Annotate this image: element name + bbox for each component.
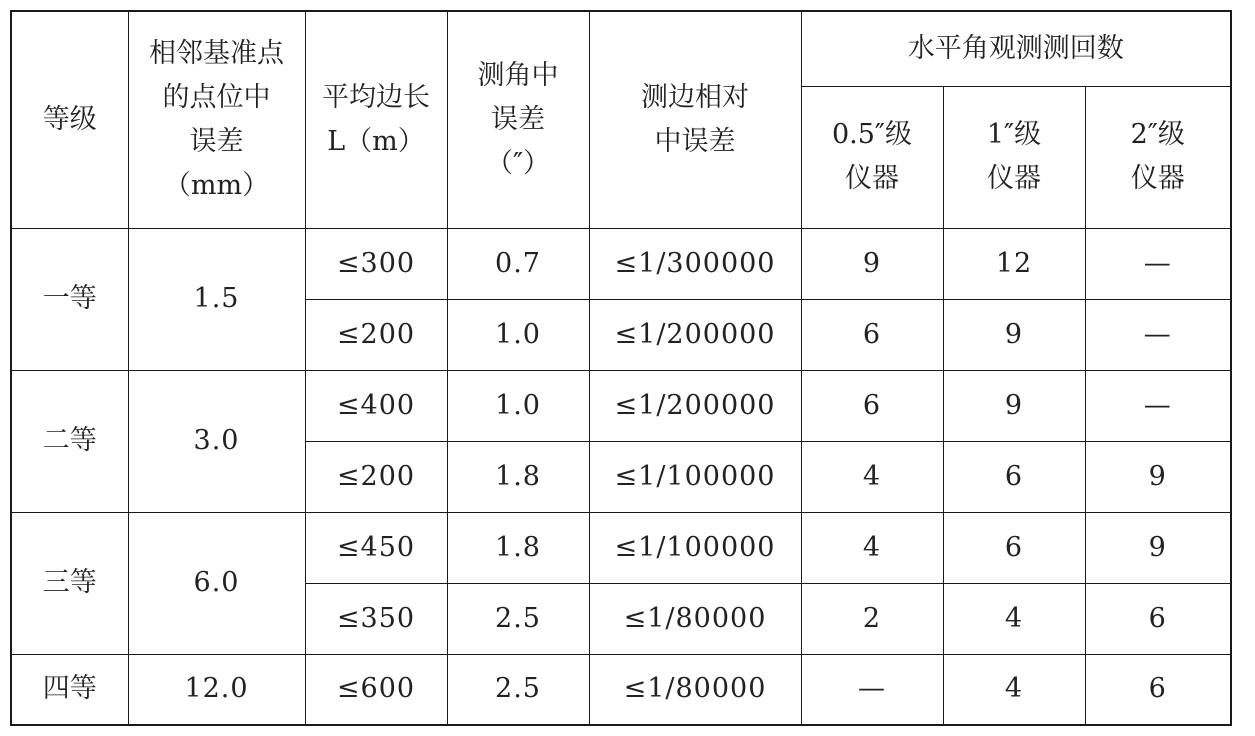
rounds-05-cell: 6 <box>801 299 943 370</box>
point-error-cell: 12.0 <box>128 654 305 725</box>
rounds-05-cell: 9 <box>801 228 943 299</box>
rounds-1-cell: 12 <box>943 228 1085 299</box>
side-rel-error-cell: ≤1/200000 <box>589 370 801 441</box>
avg-side-cell: ≤300 <box>305 228 447 299</box>
survey-accuracy-table <box>10 10 1232 726</box>
side-rel-error-cell: ≤1/80000 <box>589 583 801 654</box>
angle-error-cell: 0.7 <box>447 228 589 299</box>
angle-error-cell: 1.0 <box>447 299 589 370</box>
side-rel-error-cell: ≤1/300000 <box>589 228 801 299</box>
header-grade: 等级 <box>11 11 128 228</box>
point-error-cell: 3.0 <box>128 370 305 512</box>
avg-side-cell: ≤200 <box>305 299 447 370</box>
avg-side-cell: ≤450 <box>305 512 447 583</box>
rounds-1-cell: 9 <box>943 370 1085 441</box>
table-row <box>11 370 1231 441</box>
grade-cell: 二等 <box>11 370 128 512</box>
side-rel-error-cell: ≤1/100000 <box>589 512 801 583</box>
grade-cell: 四等 <box>11 654 128 725</box>
rounds-05-cell: — <box>801 654 943 725</box>
header-rounds-group: 水平角观测测回数 <box>801 11 1231 86</box>
table-row <box>11 654 1231 725</box>
point-error-cell: 6.0 <box>128 512 305 654</box>
avg-side-cell: ≤200 <box>305 441 447 512</box>
rounds-2-cell: 6 <box>1085 583 1231 654</box>
rounds-2-cell: — <box>1085 299 1231 370</box>
header-instr-05: 0.5″级 仪器 <box>801 86 943 228</box>
rounds-05-cell: 4 <box>801 441 943 512</box>
grade-cell: 一等 <box>11 228 128 370</box>
rounds-2-cell: — <box>1085 228 1231 299</box>
rounds-05-cell: 6 <box>801 370 943 441</box>
header-avg-side-unit: L（m） <box>327 125 425 157</box>
avg-side-cell: ≤350 <box>305 583 447 654</box>
angle-error-cell: 2.5 <box>447 583 589 654</box>
header-avg-side: 平均边长 L（m） <box>305 11 447 228</box>
side-rel-error-cell: ≤1/100000 <box>589 441 801 512</box>
angle-error-cell: 1.0 <box>447 370 589 441</box>
rounds-1-cell: 4 <box>943 654 1085 725</box>
point-error-cell: 1.5 <box>128 228 305 370</box>
header-side-rel-error: 测边相对 中误差 <box>589 11 801 228</box>
rounds-1-cell: 4 <box>943 583 1085 654</box>
avg-side-cell: ≤600 <box>305 654 447 725</box>
header-point-error: 相邻基准点 的点位中 误差 （mm） <box>128 11 305 228</box>
table-row <box>11 228 1231 299</box>
angle-error-cell: 2.5 <box>447 654 589 725</box>
angle-error-cell: 1.8 <box>447 512 589 583</box>
rounds-1-cell: 9 <box>943 299 1085 370</box>
rounds-05-cell: 2 <box>801 583 943 654</box>
table-row <box>11 512 1231 583</box>
rounds-2-cell: 9 <box>1085 512 1231 583</box>
angle-error-cell: 1.8 <box>447 441 589 512</box>
rounds-1-cell: 6 <box>943 512 1085 583</box>
rounds-2-cell: — <box>1085 370 1231 441</box>
avg-side-cell: ≤400 <box>305 370 447 441</box>
side-rel-error-cell: ≤1/200000 <box>589 299 801 370</box>
rounds-05-cell: 4 <box>801 512 943 583</box>
side-rel-error-cell: ≤1/80000 <box>589 654 801 725</box>
rounds-1-cell: 6 <box>943 441 1085 512</box>
rounds-2-cell: 9 <box>1085 441 1231 512</box>
header-instr-2: 2″级 仪器 <box>1085 86 1231 228</box>
grade-cell: 三等 <box>11 512 128 654</box>
rounds-2-cell: 6 <box>1085 654 1231 725</box>
header-instr-1: 1″级 仪器 <box>943 86 1085 228</box>
header-angle-error: 测角中 误差 （″） <box>447 11 589 228</box>
